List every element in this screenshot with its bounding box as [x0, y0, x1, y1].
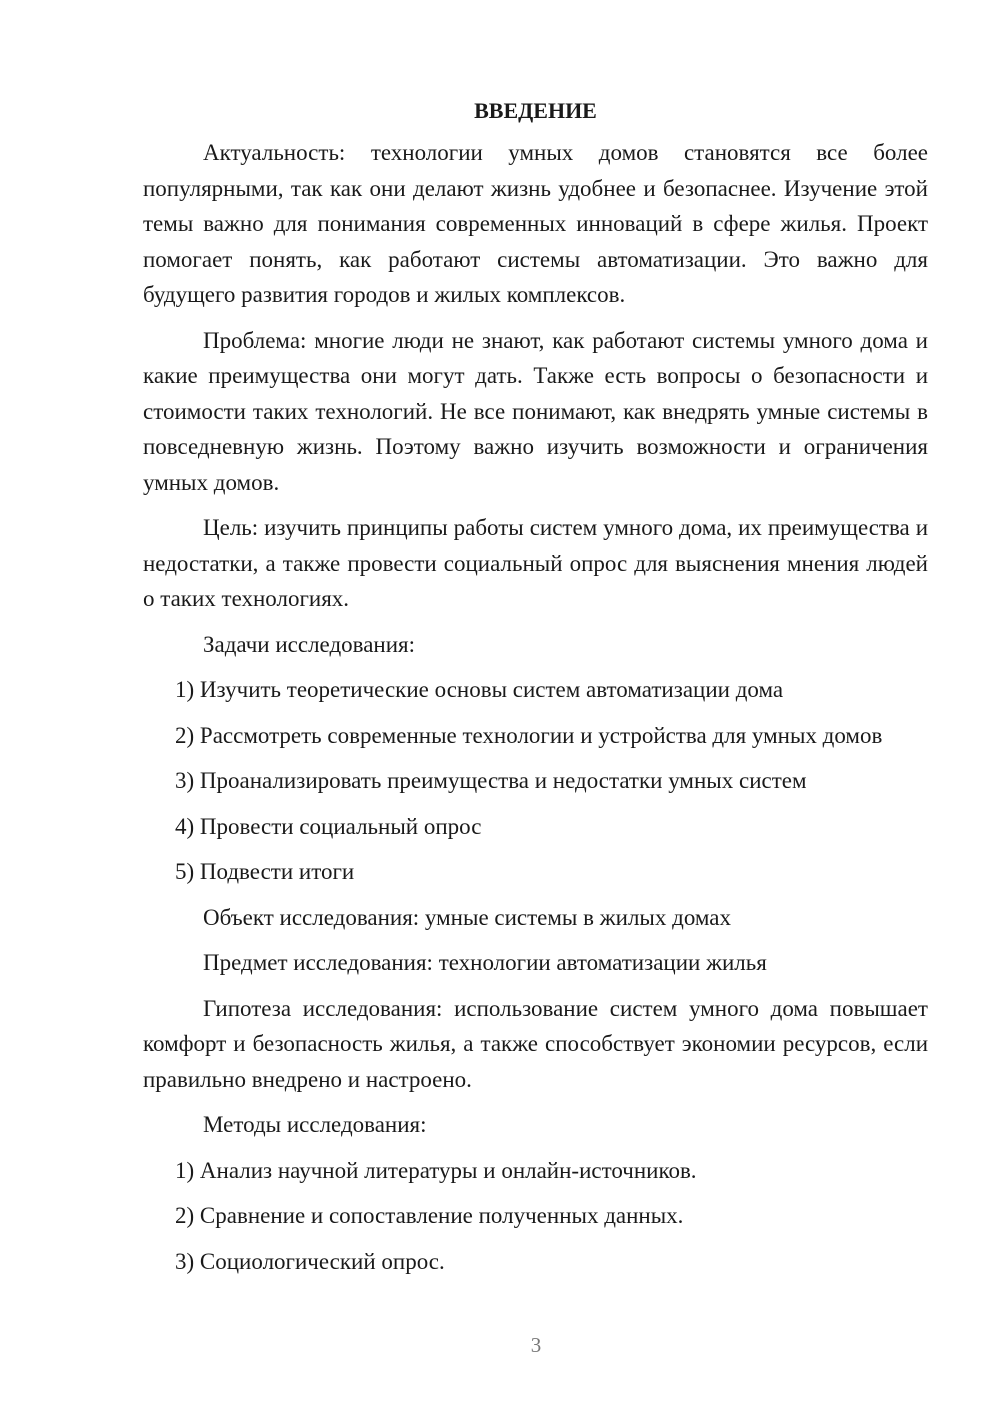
page-content	[143, 95, 928, 1289]
research-object: Объект исследования: умные системы в жилых домах	[203, 904, 732, 930]
task-item: 3) Проанализировать преимущества и недостатки умных систем	[175, 768, 807, 793]
task-item: 2) Рассмотреть современные технологии и устройства для умных домов	[175, 722, 883, 748]
task-item: 4) Провести социальный опрос	[175, 813, 482, 839]
tasks-heading: Задачи исследования:	[203, 631, 416, 657]
goal-paragraph: Цель: изучить принципы работы систем умного дома, их преимущества и недостатки, а также провести социальный опрос для выяснения мнения людей о таких технологиях.	[143, 515, 928, 611]
relevance-paragraph: Актуальность: технологии умных домов становятся все более популярными, так как они делают жизнь удобнее и безопаснее. Изучение этой темы важно для понимания современных инноваций в сфере жилья. Проект помогает понять, как работают системы автоматизации. Это важно для будущего развития городов и жилых комплексов.	[143, 140, 928, 307]
method-item: 1) Анализ научной литературы и онлайн-источников.	[175, 1157, 697, 1183]
method-item: 2) Сравнение и сопоставление полученных данных.	[175, 1203, 684, 1228]
task-item: 5) Подвести итоги	[175, 859, 355, 884]
problem-paragraph: Проблема: многие люди не знают, как работают системы умного дома и какие преимущества они могут дать. Также есть вопросы о безопасности и стоимости таких технологий. Не все понимают, как внедрять умные системы в повседневную жизнь. Поэтому важно изучить возможности и ограничения умных домов.	[143, 327, 928, 495]
page-title: ВВЕДЕНИЕ	[474, 98, 597, 123]
task-item: 1) Изучить теоретические основы систем автоматизации дома	[175, 677, 784, 702]
page-number: 3	[530, 1333, 542, 1357]
research-subject: Предмет исследования: технологии автоматизации жилья	[203, 950, 767, 975]
method-item: 3) Социологический опрос.	[175, 1248, 445, 1274]
methods-heading: Методы исследования:	[203, 1112, 427, 1137]
hypothesis-paragraph: Гипотеза исследования: использование систем умного дома повышает комфорт и безопасность жилья, а также способствует экономии ресурсов, если правильно внедрено и настроено.	[143, 995, 928, 1092]
